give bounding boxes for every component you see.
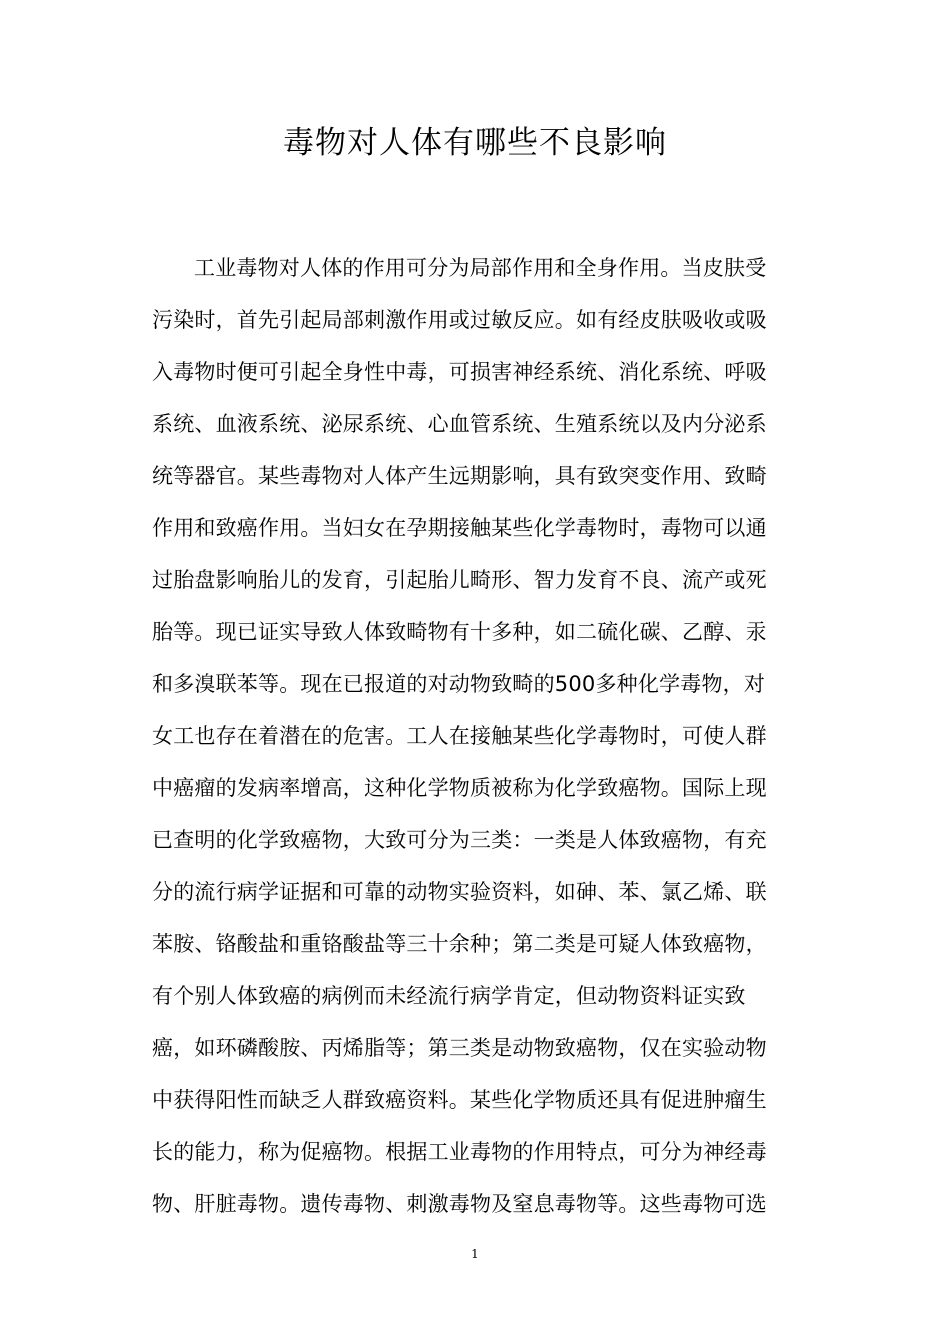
- paragraph-line: 物、肝脏毒物。遗传毒物、刺激毒物及窒息毒物等。这些毒物可选: [152, 1192, 767, 1216]
- paragraph-line: 污染时，首先引起局部刺激作用或过敏反应。如有经皮肤吸收或吸: [152, 308, 767, 332]
- paragraph-line: 中获得阳性而缺乏人群致癌资料。某些化学物质还具有促进肿瘤生: [152, 1088, 767, 1112]
- paragraph-line: 和多溴联苯等。现在已报道的对动物致畸的500多种化学毒物，对: [152, 672, 766, 696]
- paragraph-line: 作用和致癌作用。当妇女在孕期接触某些化学毒物时，毒物可以通: [152, 516, 767, 540]
- paragraph-line: 苯胺、铬酸盐和重铬酸盐等三十余种；第二类是可疑人体致癌物，: [152, 932, 767, 956]
- paragraph-line: 统等器官。某些毒物对人体产生远期影响，具有致突变作用、致畸: [152, 464, 767, 488]
- body-paragraph: [152, 242, 812, 1230]
- paragraph-line: 系统、血液系统、泌尿系统、心血管系统、生殖系统以及内分泌系: [152, 412, 767, 436]
- paragraph-line: 长的能力，称为促癌物。根据工业毒物的作用特点，可分为神经毒: [152, 1140, 767, 1164]
- paragraph-line: 已查明的化学致癌物，大致可分为三类：一类是人体致癌物，有充: [152, 828, 767, 852]
- document-title: 毒物对人体有哪些不良影响: [283, 125, 667, 161]
- paragraph-line: 中癌瘤的发病率增高，这种化学物质被称为化学致癌物。国际上现: [152, 776, 767, 800]
- paragraph-line: 胎等。现已证实导致人体致畸物有十多种，如二硫化碳、乙醇、汞: [152, 620, 767, 644]
- paragraph-line: 癌，如环磷酸胺、丙烯脂等；第三类是动物致癌物，仅在实验动物: [152, 1036, 767, 1060]
- paragraph-line: 有个别人体致癌的病例而未经流行病学肯定，但动物资料证实致: [152, 984, 746, 1008]
- paragraph-line: 入毒物时便可引起全身性中毒，可损害神经系统、消化系统、呼吸: [152, 360, 767, 384]
- paragraph-line: 工业毒物对人体的作用可分为局部作用和全身作用。当皮肤受: [194, 256, 767, 280]
- paragraph-line: 女工也存在着潜在的危害。工人在接触某些化学毒物时，可使人群: [152, 724, 767, 748]
- paragraph-line: 分的流行病学证据和可靠的动物实验资料，如砷、苯、氯乙烯、联: [152, 880, 767, 904]
- page-number: 1: [471, 1247, 479, 1261]
- paragraph-line: 过胎盘影响胎儿的发育，引起胎儿畸形、智力发育不良、流产或死: [152, 568, 767, 592]
